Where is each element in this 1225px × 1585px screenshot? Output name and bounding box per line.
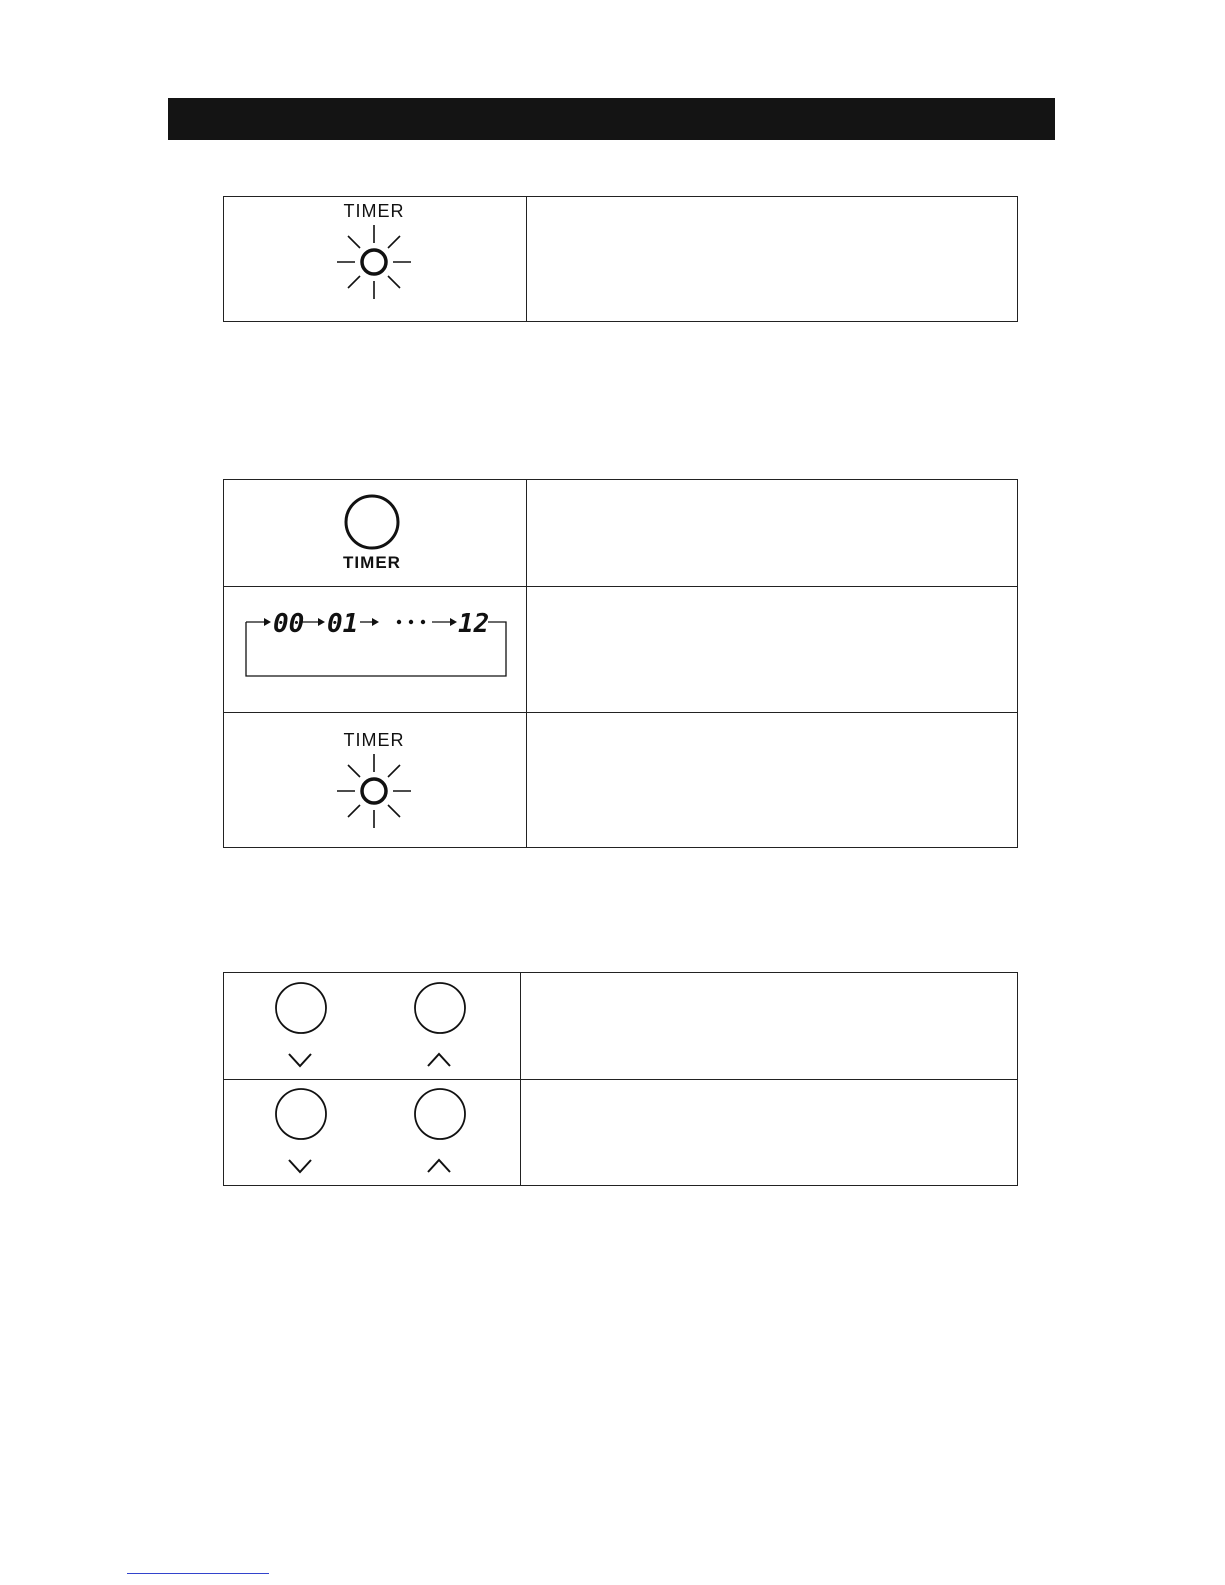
hour-sequence-diagram: [242, 608, 512, 678]
timer-indicator-label: TIMER: [343, 201, 405, 221]
down-button-icon: [272, 1084, 332, 1174]
footer-link-underline[interactable]: [127, 1573, 269, 1574]
hour-value-00: 00: [273, 609, 305, 639]
section-header-bar: [168, 98, 1055, 140]
row-divider: [224, 712, 1017, 713]
row-divider: [224, 586, 1017, 587]
timer-indicator-table: [223, 196, 1018, 322]
up-button-icon: [411, 978, 471, 1068]
sequence-dot: [409, 620, 413, 624]
timer-setting-table: [223, 479, 1018, 848]
up-button-icon: [411, 1084, 471, 1174]
blinking-light-icon: [329, 221, 419, 311]
blinking-light-icon: [329, 750, 419, 840]
down-button-icon: [272, 978, 332, 1068]
hour-value-12: 12: [458, 609, 490, 639]
timer-indicator-label: TIMER: [343, 730, 405, 750]
column-divider: [526, 480, 527, 847]
hour-value-01: 01: [327, 609, 359, 639]
timer-button-label: TIMER: [343, 553, 401, 572]
timer-button-icon: [342, 492, 402, 552]
row-divider: [224, 1079, 1017, 1080]
sequence-dot: [421, 620, 425, 624]
column-divider: [526, 197, 527, 321]
sequence-dot: [397, 620, 401, 624]
adjust-buttons-table: [223, 972, 1018, 1186]
